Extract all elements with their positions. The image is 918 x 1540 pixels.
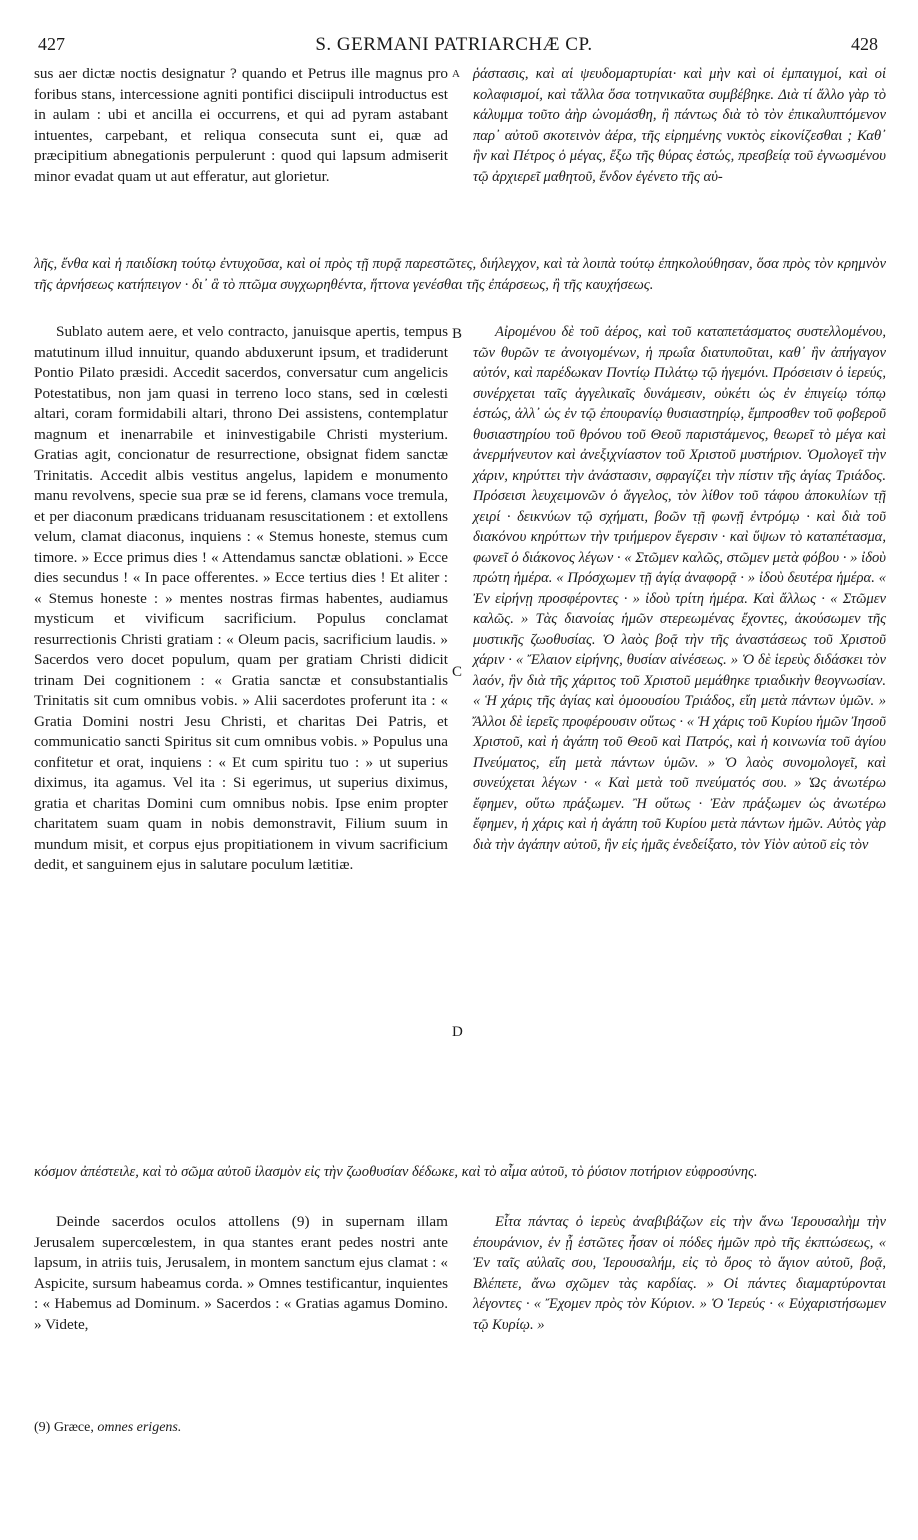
section-marker-c: C bbox=[452, 664, 463, 680]
section-marker-d: D bbox=[452, 1024, 463, 1040]
greek-column-block-2 bbox=[473, 322, 886, 855]
latin-column-block-2 bbox=[34, 322, 448, 876]
footnote-text: omnes erigens. bbox=[97, 1420, 182, 1435]
footnote bbox=[34, 1420, 181, 1436]
greek-column-block-3 bbox=[473, 1212, 886, 1335]
page-number-right: 428 bbox=[851, 34, 878, 54]
greek-paragraph: ῥάστασις, καὶ αἱ ψευδομαρτυρίαι· καὶ μὴν καὶ οἱ ἐμπαιγμοί, καὶ οἱ κολαφισμοί, καὶ τἄλλα ὅσα τοτηνικαῦτα συμβέβηκε. Διὰ τί ἄλλο γὰρ τὸ κάλυμμα τοῦτο ἀὴρ ὠνομάσθη, ἢ πάντως διὰ τὸ τὸν ἐπικαλυπτόμενον παρ᾿ αὐτοῦ σκοτεινὸν ἀέρα, τῆς εἰρημένης νυκτὸς εἰκονίζεσθαι ; Καθ᾿ ἣν καὶ Πέτρος ὁ μέγας, ἔξω τῆς θύρας ἑστώς, πρεσβείᾳ τοῦ ἐγνωσμένου τῷ ἀρχιερεῖ μαθητοῦ, ἔνδον ἐγένετο τῆς αὐ- bbox=[473, 66, 886, 185]
greek-paragraph: Αἰρομένου δὲ τοῦ ἀέρος, καὶ τοῦ καταπετάσματος συστελλομένου, τῶν θυρῶν τε ἀνοιγομένων, ἡ πρωΐα διατυποῦται, καθ᾿ ἣν ἀπήγαγον αὐτόν, καὶ παρέδωκαν Ποντίῳ Πιλάτῳ τῷ ἡγεμόνι. Πρόσεισιν ὁ ἱερεύς, συνέρχεται ταῖς ἀγγελικαῖς δυνάμεσιν, οὐκέτι ὡς ἐν ἐπιγείῳ τόπῳ ἑστώς, ἀλλ᾿ ὡς ἐν τῷ ἐπουρανίῳ θυσιαστηρίῳ, ἔμπροσθεν τοῦ φοβεροῦ θυσιαστηρίου τοῦ θρόνου τοῦ Θεοῦ παριστάμενος, θεωρεῖ τὸ μέγα καὶ ἀνερμήνευτον καὶ ἀνεξιχνίαστον τοῦ Χριστοῦ μυστήριον. Ὁμολογεῖ τὴν χάριν, κηρύττει τὴν ἀνάστασιν, σφραγίζει τὴν πίστιν τῆς ἁγίας Τριάδος. Πρόσεισι λευχειμονῶν ὁ ἄγγελος, τὸν λίθον τοῦ τάφου ἀποκυλίων τῇ χειρί · δεικνύων τῷ σχήματι, βοῶν τῇ φωνῇ ἐντρόμῳ · καὶ διὰ τοῦ διακόνου κηρύττων τὴν τριήμερον ἔγερσιν · καὶ ὕψων τὸ καταπέτασμα, φωνεῖ ὁ διάκονος λέγων · « Στῶμεν καλῶς, στῶμεν μετὰ φόβου · » ἰδοὺ πρώτη ἡμέρα. « Πρόσχωμεν τῇ ἁγίᾳ ἀναφορᾷ · » ἰδοὺ δευτέρα ἡμέρα. « Ἐν εἰρήνῃ προσφέροντες · » ἰδοὺ τρίτη ἡμέρα. Καὶ ἄλλως · « Στῶμεν καλῶς. » Τὰς διανοίας ἡμῶν στερεωμένας ἔχοντες, ἀκούσωμεν τῆς μυστικῆς ζωοθυσίας. Ὁ λαὸς βοᾷ τὴν τῆς ἀναστάσεως τοῦ Χριστοῦ χάριν · « Ἔλαιον εἰρήνης, θυσίαν αἰνέσεως. » Ὁ δὲ ἱερεὺς διδάσκει τὸν λαόν, ἣν διὰ τῆς χάριτος τοῦ Χριστοῦ μεμάθηκε τριαδικὴν θεογνωσίαν. « Ἡ χάρις τῆς ἁγίας καὶ ὁμοουσίου Τριάδος, εἴη μετὰ πάντων ὑμῶν. » Ἄλλοι δὲ ἱερεῖς προφέρουσιν οὕτως · « Ἡ χάρις τοῦ Κυρίου ἡμῶν Ἰησοῦ Χριστοῦ, καὶ ἡ ἀγάπη τοῦ Θεοῦ καὶ Πατρός, καὶ ἡ κοινωνία τοῦ ἁγίου Πνεύματος, εἴη μετὰ πάντων ὑμῶν. » Ὁ λαὸς συνομολογεῖ, καὶ συνεύχεται λέγων · « Καὶ μετὰ τοῦ πνεύματός σου. » Ὡς ἀνωτέρω ἔφημεν, οὕτω πράξωμεν. Ἢ οὕτως · Ἐὰν πράξωμεν ὡς ἀνωτέρω ἔφημεν, ἡ χάρις καὶ ἡ ἀγάπη τοῦ Κυρίου μετὰ πάντων ἡμῶν. Αὐτὸς γὰρ διὰ τὴν ἀγάπην αὐτοῦ, ἣν εἰς ἡμᾶς ἐνεδείξατο, τὸν Υἱὸν αὐτοῦ εἰς τὸν bbox=[473, 324, 886, 853]
running-title: S. GERMANI PATRIARCHÆ CP. bbox=[315, 34, 593, 55]
greek-paragraph: λῆς, ἔνθα καὶ ἡ παιδίσκη τούτῳ ἐντυχοῦσα, καὶ οἱ πρὸς τῇ πυρᾷ παρεστῶτες, διήλεγχον, καὶ τὰ λοιπὰ τούτῳ ἐπηκολούθησαν, ὅσα πρὸς τὸν κρημνὸν τῆς ἀρνήσεως κατήπειγον · δι᾿ ἃ τὸ πτῶμα συγχωρηθέντα, ἥττονα γενέσθαι τῆς ἐπάρσεως, ἢ τῆς καυχήσεως. bbox=[34, 256, 886, 293]
latin-column-block-1 bbox=[34, 64, 448, 187]
greek-paragraph: Εἶτα πάντας ὁ ἱερεὺς ἀναβιβάζων εἰς τὴν ἄνω Ἱερουσαλὴμ τὴν ἐπουράνιον, ἐν ᾗ ἑστῶτες ἦσαν οἱ πόδες ἡμῶν πρὸ τῆς ἐκπτώσεως, « Ἐν ταῖς αὐλαῖς σου, Ἱερουσαλήμ, εἰς τὸ ὄρος τὸ ἅγιον αὐτοῦ, βοᾷ, Βλέπετε, ἄνω σχῶμεν τὰς καρδίας. » Οἱ πάντες διαμαρτύρονται λέγοντες · « Ἔχομεν πρὸς τὸν Κύριον. » Ὁ Ἱερεύς · « Εὐχαριστήσωμεν τῷ Κυρίῳ. » bbox=[473, 1214, 886, 1333]
footnote-number: (9) Græce, bbox=[34, 1420, 94, 1435]
greek-full-width-block-2 bbox=[34, 1162, 886, 1183]
latin-paragraph: Sublato autem aere, et velo contracto, januisque apertis, tempus matutinum illud innuitur, quando abduxerunt ipsum, et tradiderunt Pontio Pilato præsidi. Accedit sacerdos, conversatur cum angelicis Potestatibus, non jam quasi in terreno loco stans, sed in cœlesti altari, coram formidabili altari, throno Dei assistens, contemplatur magnum et inenarrabile et ininvestigabile Christi mysterium. Gratias agit, concionatur de resurrectione, obsignat fidem sanctæ Trinitatis. Accedit albis vestitus angelus, lapidem e monumento manu revolvens, specie sua præ se id ferens, clamans voce tremula, et per diaconum prædicans triduanam resuscitationem : et extollens velum, clamat diaconus, inquiens : « Stemus honeste, stemus cum timore. » Ecce primus dies ! « Attendamus sanctæ oblationi. » Ecce dies secundus ! « In pace offerentes. » Ecce tertius dies ! Et aliter : « Stemus honeste : » mentes nostras firmas habentes, audiamus mysticum et vivificum sacrificium. Populus conclamat resurrectionis Christi gratiam : « Oleum pacis, sacrificium laudis. » Sacerdos vero docet populum, quam per gratiam Christi didicit trinam Dei cognitionem : « Gratia sanctæ et consubstantialis Trinitatis sit cum omnibus vobis. » Alii sacerdotes proferunt ita : « Gratia Domini nostri Jesu Christi, et charitas Dei Patris, et communicatio sancti Spiritus sit cum omnibus vobis. » Populus una confitetur et orat, inquiens : « Et cum spiritu tuo : » ut superius diximus, ita agamus. Vel ita : Si egerimus, ut superius diximus, gratia et charitas Domini cum omnibus nobis. Ipse enim propter charitatem suam quam in nobis demonstravit, Filium suum in mundum misit, et corpus ejus propitiationem in vivum sacrificium dedit, et sanguinem ejus in salutare poculum lætitiæ. bbox=[34, 323, 448, 873]
running-header bbox=[30, 34, 878, 64]
page-number-left: 427 bbox=[38, 34, 65, 54]
latin-paragraph: sus aer dictæ noctis designatur ? quando et Petrus ille magnus pro foribus stans, intercessione agniti pontifici disciipuli introductus est in aulam : ubi et ancilla ei occurrens, et qui ad pyram astabant intuentes, carpebant, et reliqua consecuta sunt ei, quæ ad præcipitium abnegationis perpulerunt : quod qui lapsum admiserit minor evadat quam ut aut efferatur, aut glorietur. bbox=[34, 65, 448, 185]
section-marker-b: B bbox=[452, 326, 463, 342]
greek-column-block-1 bbox=[473, 64, 886, 187]
section-marker-a: A bbox=[452, 68, 460, 80]
latin-column-block-3 bbox=[34, 1212, 448, 1335]
greek-paragraph: κόσμον ἀπέστειλε, καὶ τὸ σῶμα αὐτοῦ ἱλασμὸν εἰς τὴν ζωοθυσίαν δέδωκε, καὶ τὸ αἷμα αὐτοῦ, τὸ ῥύσιον ποτήριον εὐφροσύνης. bbox=[34, 1164, 758, 1180]
greek-full-width-block-1 bbox=[34, 254, 886, 295]
latin-paragraph: Deinde sacerdos oculos attollens (9) in supernam illam Jerusalem supercœlestem, in qua stantes erant pedes nostri ante lapsum, in atriis tuis, Jerusalem, in montem sanctum ejus clamat : « Aspicite, sursum habeamus corda. » Omnes testificantur, inquientes : « Habemus ad Dominum. » Sacerdos : « Gratias agamus Domino. » Videte, bbox=[34, 1213, 448, 1333]
